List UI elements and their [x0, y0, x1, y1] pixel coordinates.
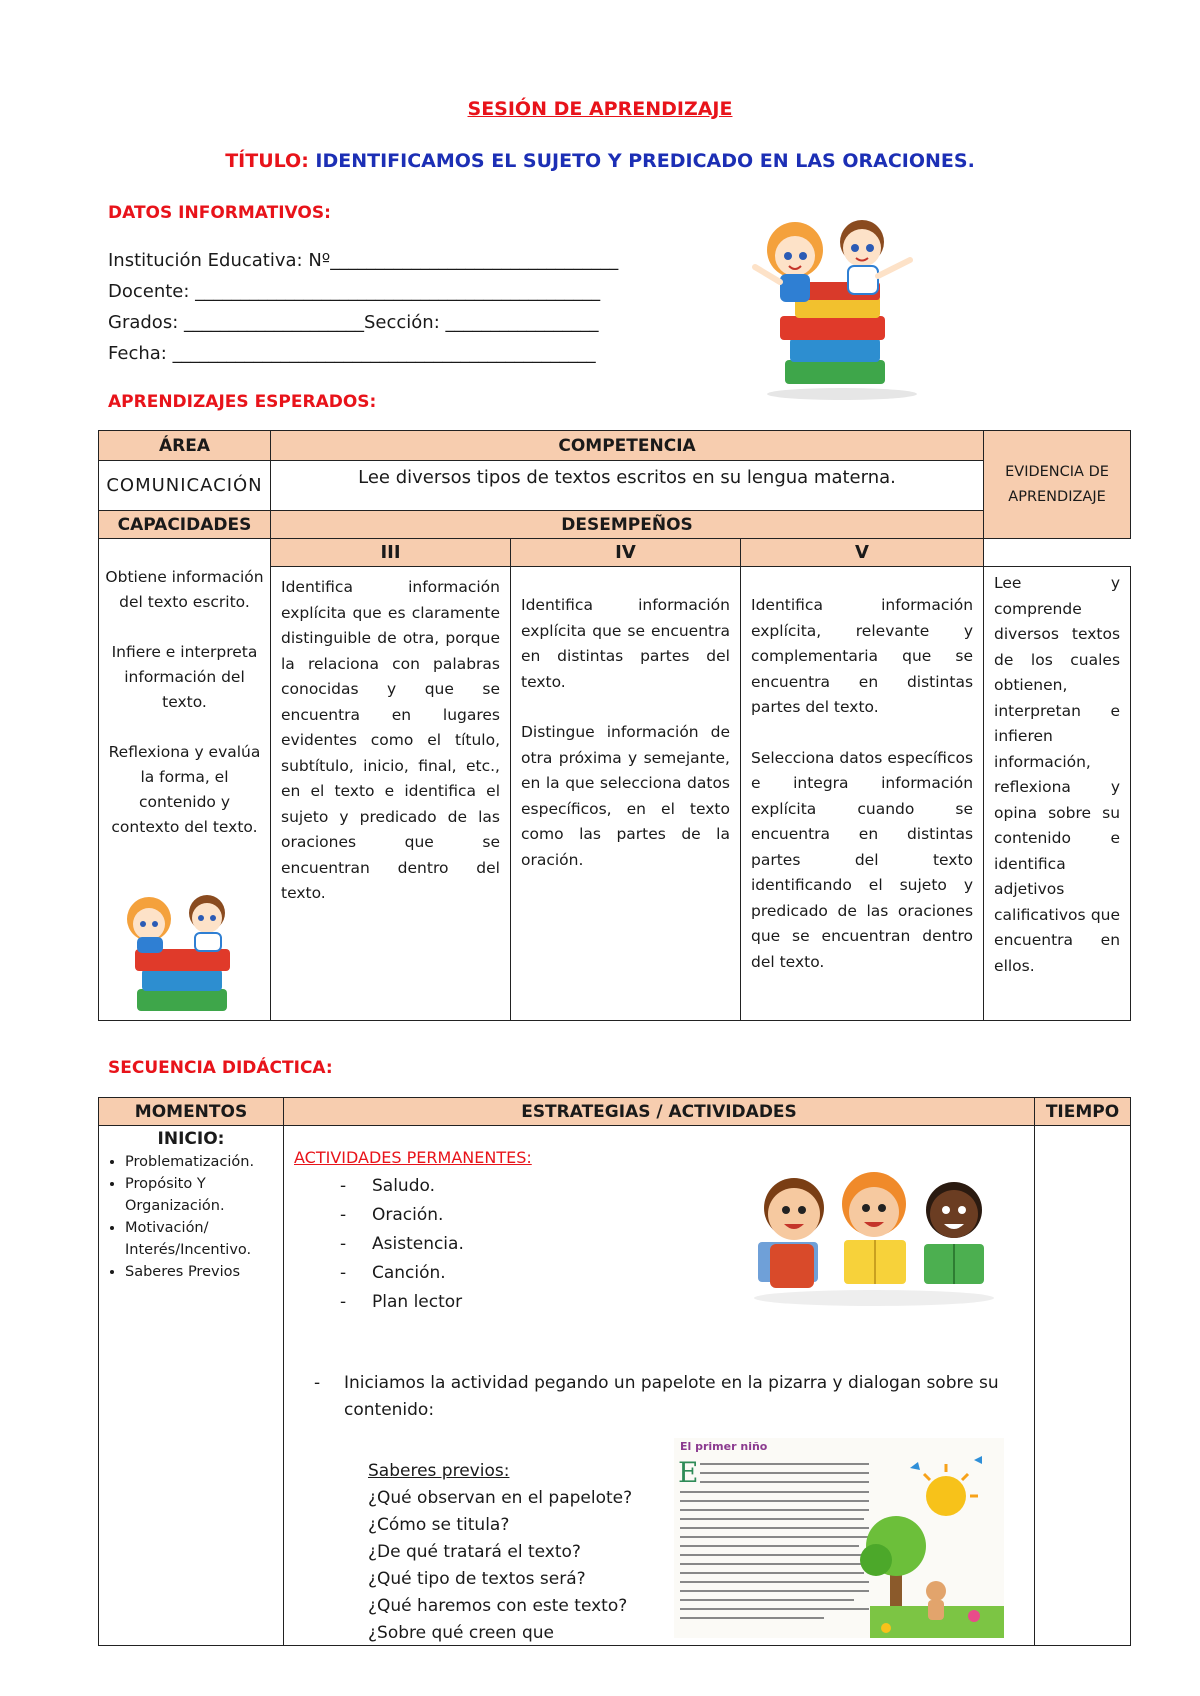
saberes-previos: [368, 1458, 632, 1647]
title-text: IDENTIFICAMOS EL SUJETO Y PREDICADO EN LAS ORACIONES.: [315, 150, 975, 172]
aprendizajes-heading: APRENDIZAJES ESPERADOS:: [108, 392, 377, 412]
capacidad-3: Reflexiona y evalúa la forma, el contenido y contexto del texto.: [108, 743, 261, 836]
tiempo-cell: [1035, 1126, 1131, 1646]
pregunta-item: ¿Qué tipo de textos será?: [368, 1569, 586, 1589]
competencia-header: COMPETENCIA: [271, 431, 984, 461]
docente-field: Docente: _____________________________________________: [108, 281, 601, 302]
saberes-heading: Saberes previos:: [368, 1461, 510, 1481]
desempeno-iii-cell: [271, 567, 511, 1021]
desempeno-iv-cell: [511, 567, 741, 1021]
reading-kids-illustration: [744, 1158, 1004, 1308]
desempeno-v-2: Selecciona datos específicos e integra información explícita cuando se encuentra en distintas partes del texto identificando el sujeto y predicado de las oraciones que se encuentran dentro del texto.: [751, 748, 974, 971]
secuencia-heading: SECUENCIA DIDÁCTICA:: [108, 1058, 333, 1078]
desempeno-iv-2: Distingue información de otra próxima y semejante, en la que selecciona datos específicos, en el texto como las partes de la oración.: [521, 723, 730, 869]
momento-item: • Propósito Y Organización.: [125, 1173, 283, 1217]
area-value: COMUNICACIÓN: [99, 461, 271, 511]
estrategias-cell: [284, 1126, 1035, 1646]
permanente-item: - Asistencia.: [340, 1230, 464, 1259]
capacidad-1: Obtiene información del texto escrito.: [105, 568, 264, 611]
momentos-cell: [99, 1126, 284, 1646]
session-title: SESIÓN DE APRENDIZAJE: [467, 98, 733, 120]
desempeno-v-1: Identifica información explícita, relevante y complementaria que se encuentra en distintas partes del texto.: [751, 596, 974, 716]
pregunta-item: ¿Cómo se titula?: [368, 1515, 510, 1535]
permanentes-heading: ACTIVIDADES PERMANENTES:: [294, 1148, 532, 1167]
papelote-title: El primer niño: [680, 1440, 768, 1453]
momento-item: • Motivación/ Interés/Incentivo.: [125, 1217, 283, 1261]
capacidades-header: CAPACIDADES: [99, 511, 271, 539]
desempeno-iv-1: Identifica información explícita que se encuentra en distintas partes del texto.: [521, 596, 730, 691]
institucion-field: Institución Educativa: Nº________________________________: [108, 250, 619, 271]
momentos-header: MOMENTOS: [99, 1098, 284, 1126]
kids-on-books-illustration: [750, 212, 930, 402]
pregunta-item: ¿Qué observan en el papelote?: [368, 1488, 633, 1508]
grado-v-header: V: [741, 539, 984, 567]
inicio-label: INICIO:: [157, 1129, 225, 1149]
momento-item: • Problematización.: [125, 1151, 283, 1173]
pregunta-item: ¿Qué haremos con este texto?: [368, 1596, 628, 1616]
permanente-item: - Oración.: [340, 1201, 464, 1230]
fecha-field: Fecha: _______________________________________________: [108, 343, 596, 364]
momentos-list: [99, 1151, 283, 1283]
permanente-item: - Saludo.: [340, 1172, 464, 1201]
datos-heading: DATOS INFORMATIVOS:: [108, 203, 331, 223]
capacidades-cell: [99, 539, 271, 1021]
kids-on-books-small-illustration: [117, 889, 257, 1019]
pregunta-item: ¿De qué tratará el texto?: [368, 1542, 581, 1562]
momento-item: • Saberes Previos: [125, 1261, 283, 1283]
secuencia-table: [98, 1097, 1131, 1646]
pregunta-item: ¿Sobre qué creen que: [368, 1623, 554, 1643]
desempenos-header: DESEMPEÑOS: [271, 511, 984, 539]
grados-field: Grados: ____________________Sección: _________________: [108, 312, 599, 333]
svg-text:E: E: [678, 1456, 699, 1489]
evidencia-header: EVIDENCIA DE APRENDIZAJE: [984, 431, 1131, 539]
title-label: TÍTULO:: [225, 150, 316, 172]
papelote-illustration: [674, 1456, 1004, 1638]
permanente-item: - Canción.: [340, 1259, 464, 1288]
inicio-actividad-text: Iniciamos la actividad pegando un papelote en la pizarra y dialogan sobre su contenido:: [344, 1373, 999, 1420]
tiempo-header: TIEMPO: [1035, 1098, 1131, 1126]
estrategias-header: ESTRATEGIAS / ACTIVIDADES: [284, 1098, 1035, 1126]
grado-iv-header: IV: [511, 539, 741, 567]
evidencia-value: Lee y comprende diversos textos de los cuales obtienen, interpretan e infieren información, reflexiona y opina sobre su contenido e identifica adjetivos calificativos que encuentra en ellos.: [994, 574, 1121, 975]
evidencia-cell: [984, 567, 1131, 1021]
permanente-item: - Plan lector: [340, 1288, 464, 1317]
inicio-actividad: - Iniciamos la actividad pegando un papelote en la pizarra y dialogan sobre su contenido:: [314, 1370, 1014, 1424]
desempeno-v-cell: [741, 567, 984, 1021]
capacidad-2: Infiere e interpreta información del texto.: [111, 643, 258, 711]
grado-iii-header: III: [271, 539, 511, 567]
papelote-image: [674, 1438, 1004, 1638]
area-header: ÁREA: [99, 431, 271, 461]
permanentes-list: [340, 1172, 464, 1317]
page-title: [0, 150, 1200, 172]
aprendizajes-table: [98, 430, 1131, 1021]
desempeno-iii: Identifica información explícita que es claramente distinguible de otra, porque la relaciona con palabras conocidas y que se encuentra en lugares evidentes como el título, subtítulo, inicio, final, etc., en el texto e identifica el sujeto y predicado de las oraciones que se encuentran dentro del texto.: [281, 578, 500, 902]
competencia-value: Lee diversos tipos de textos escritos en su lengua materna.: [271, 461, 984, 511]
